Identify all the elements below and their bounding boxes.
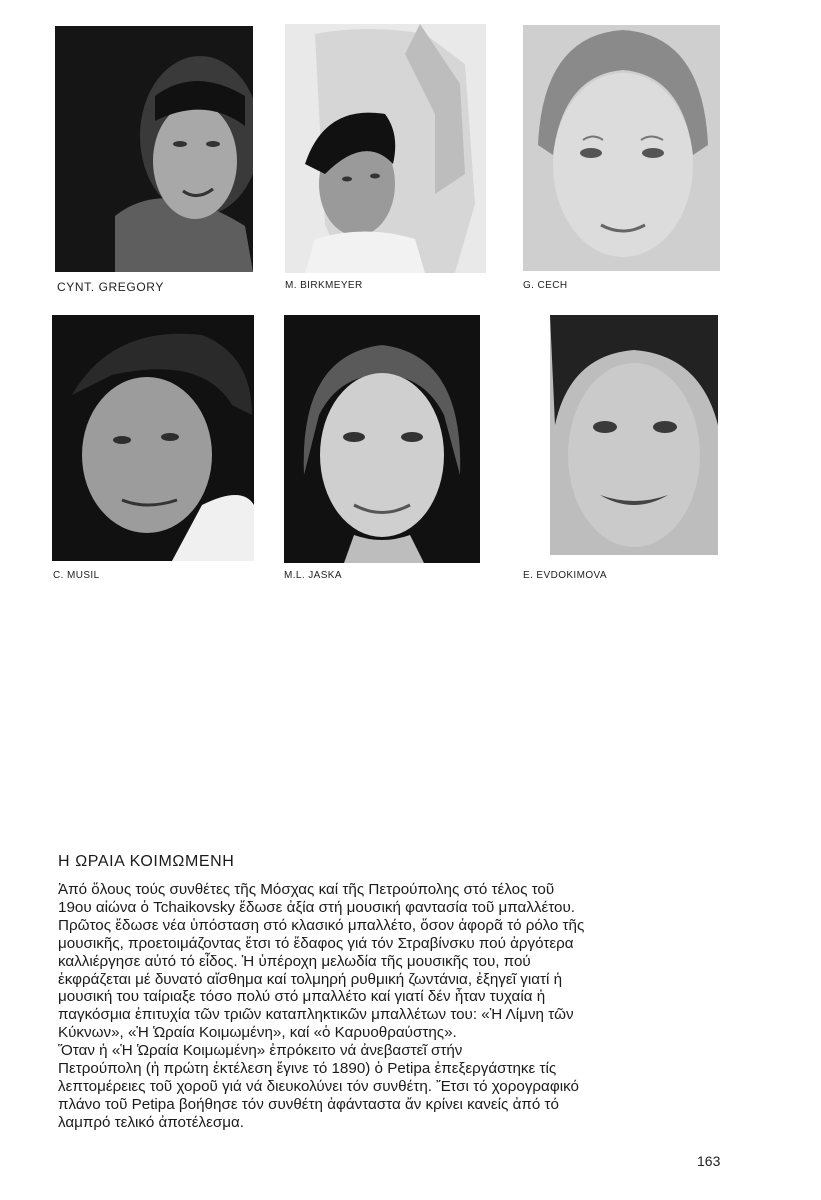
body-line: Ἀπό ὅλους τούς συνθέτες τῆς Μόσχας καί τῆς Πετρούπολης στό τέλος τοῦ [58,881,555,898]
body-line: πλάνο τοῦ Petipa βοήθησε τόν συνθέτη ἀφάνταστα ἄν κρίνει κανείς ἀπό τό [58,1095,559,1113]
article-heading: Η ΩΡΑΙΑ ΚΟΙΜΩΜΕΝΗ [58,853,235,870]
body-line: Πρῶτος ἔδωσε νέα ὑπόσταση στό κλασικό μπαλλέτο, ὅσον ἀφορᾶ τό ρόλο τῆς [58,916,585,934]
photo-caption: E. EVDOKIMOVA [523,570,607,581]
photo-caption: G. CECH [523,280,568,291]
body-line: μουσική του ταίριαξε τόσο πολύ στό μπαλλέτο καί γιατί δέν ἦταν τυχαία ἡ [58,988,546,1006]
photo-ml-jaska [284,315,480,563]
body-line: ἐκφράζεται μέ δυνατό αἴσθημα καί τολμηρή ρυθμική ζωντάνια, ἐξηγεῖ γιατί ἡ [58,970,563,988]
body-line: μουσικῆς, προετοιμάζοντας ἔτσι τό ἔδαφος γιά τόν Στραβίνσκυ πού ἀργότερα [58,934,574,952]
body-line: παγκόσμια ἐπιτυχία τῶν τριῶν καταπληκτικῶν μπαλλέτων του: «Ἡ Λίμνη τῶν [58,1006,574,1024]
page-number: 163 [697,1153,721,1169]
photo-c-musil [52,315,254,561]
photo-g-cech [523,25,720,271]
body-line: Πετρούπολη (ἡ πρώτη ἐκτέλεση ἔγινε τό 1890) ὁ Petipa ἐπεξεργάστηκε τίς [58,1060,557,1078]
photo-e-evdokimova [550,315,718,555]
photo-cynt-gregory [55,26,253,272]
photo-caption: M.L. JASKA [284,570,342,581]
body-line: λεπτομέρειες τοῦ χοροῦ γιά νά διευκολύνει τόν συνθέτη. Ἔτσι τό χορογραφικό [58,1077,579,1095]
photo-m-birkmeyer [285,24,486,273]
body-line: 19ου αἰώνα ὁ Tchaikovsky ἔδωσε ἀξία στή μουσική φαντασία τοῦ μπαλλέτου. [58,898,575,916]
body-line: Ὅταν ἡ «Ἡ Ὡραία Κοιμωμένη» ἐπρόκειτο νά ἀνεβαστεῖ στήν [58,1042,463,1060]
photo-caption: C. MUSIL [53,570,100,581]
photo-caption: M. BIRKMEYER [285,280,363,291]
body-line: καλλιέργησε αὐτό τό εἶδος. Ἡ ὑπέροχη μελωδία τῆς μουσικῆς του, πού [58,952,531,970]
body-line: Κύκνων», «Ἡ Ὡραία Κοιμωμένη», καί «ὁ Καρυοθραύστης». [58,1024,457,1042]
article-body [58,881,718,1132]
photo-caption: CYNT. GREGORY [57,280,164,294]
body-line: λαμπρό τελικό ἀποτέλεσμα. [58,1113,245,1131]
